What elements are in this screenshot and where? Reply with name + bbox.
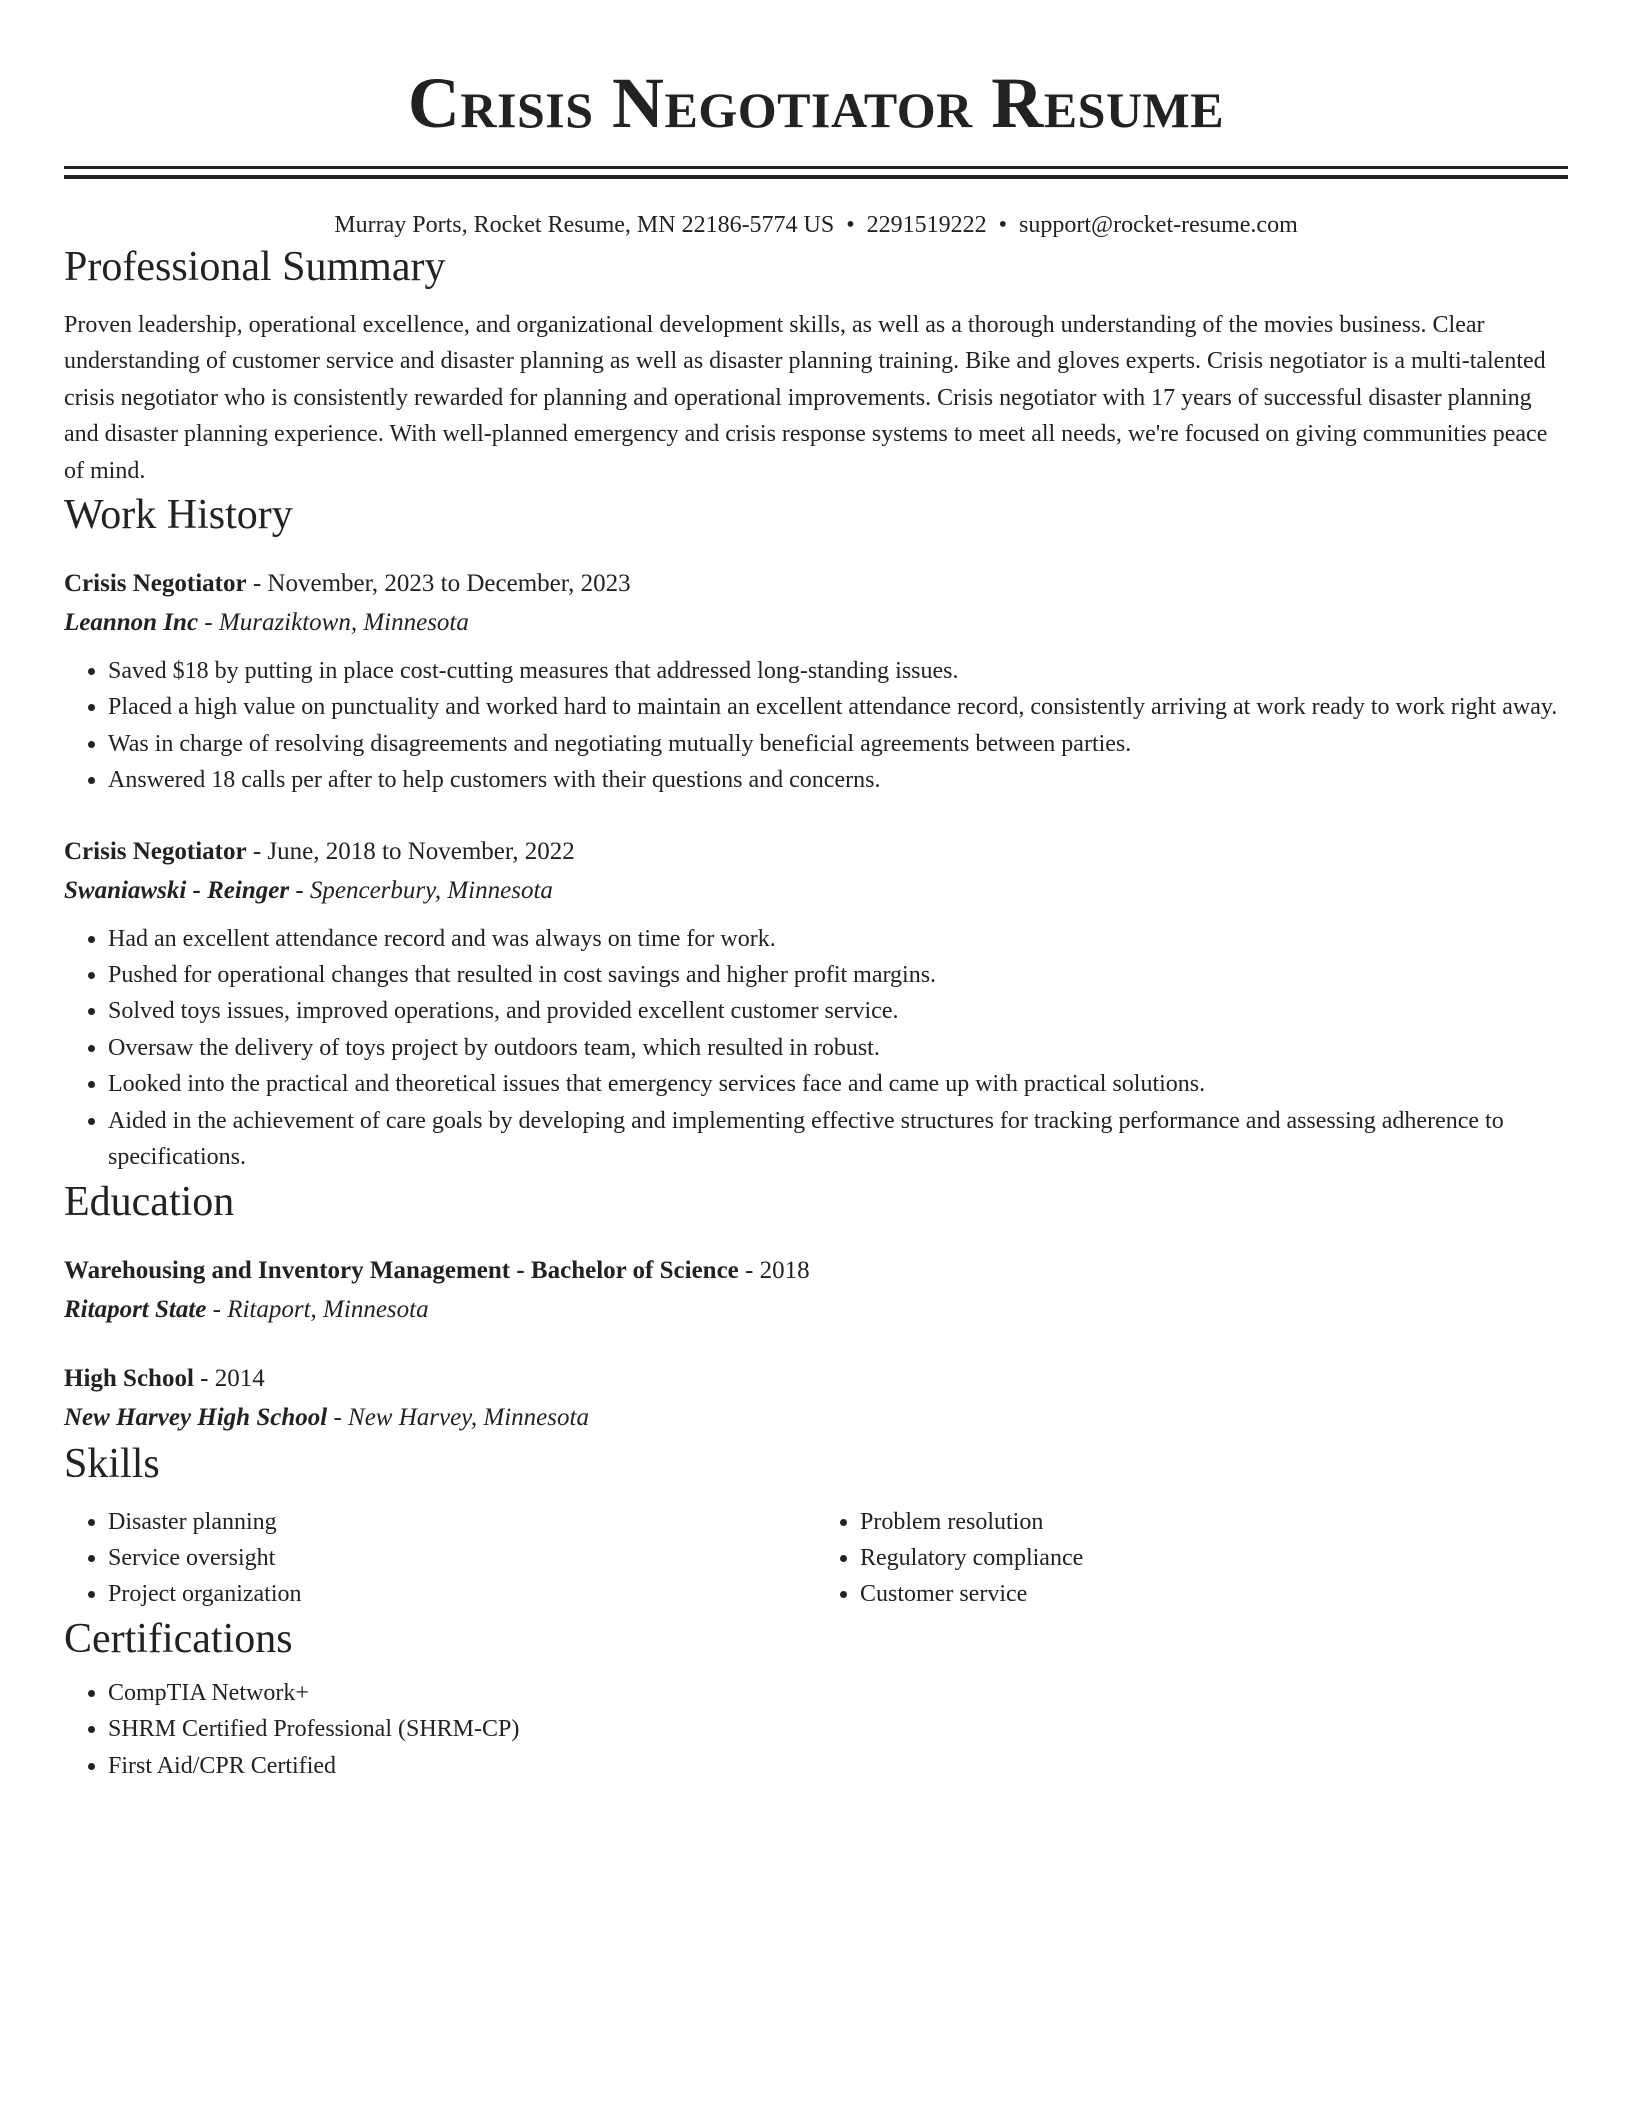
certification-item: • CompTIA Network+ — [108, 1675, 1568, 1711]
job-entry — [64, 833, 1568, 1176]
job-title-line — [64, 565, 1568, 603]
job-bullets — [64, 653, 1568, 799]
skills-list-right — [816, 1504, 1568, 1613]
summary-text: Proven leadership, operational excellence, and organizational development skills, as well as a thorough understanding of the movies business. Clear understanding of customer service and disaster planning as well as disaster planning training. Bike and gloves experts. Crisis negotiator is a multi-talented crisis negotiator who is consistently rewarded for planning and operational improvements. Crisis negotiator with 17 years of successful disaster planning and disaster planning experience. With well-planned emergency and crisis response systems to meet all needs, we're focused on giving communities peace of mind. — [64, 312, 1548, 484]
resume-title: Crisis Negotiator Resume — [407, 63, 1225, 143]
education-location: - New Harvey, Minnesota — [327, 1403, 589, 1431]
skill-item: • Disaster planning — [108, 1504, 816, 1540]
job-dates: - June, 2018 to November, 2022 — [246, 837, 575, 865]
job-entry — [64, 565, 1568, 799]
skill-item: • Regulatory compliance — [860, 1540, 1568, 1576]
job-title-line — [64, 833, 1568, 871]
job-bullet: • Aided in the achievement of care goals by developing and implementing effective structures for tracking performance and assessing adherence to specifications. — [108, 1103, 1568, 1176]
skills-list-left — [64, 1504, 816, 1613]
job-dates: - November, 2023 to December, 2023 — [246, 570, 631, 598]
job-bullet: • Pushed for operational changes that resulted in cost savings and higher profit margins. — [108, 957, 1568, 993]
job-location: - Muraziktown, Minnesota — [198, 609, 469, 637]
job-bullets — [64, 921, 1568, 1176]
skills-columns — [64, 1504, 1568, 1613]
education-entry — [64, 1252, 1568, 1330]
skill-item: • Project organization — [108, 1576, 816, 1612]
job-bullet: • Answered 18 calls per after to help customers with their questions and concerns. — [108, 762, 1568, 798]
education-school-line — [64, 1290, 1568, 1330]
education-degree: Warehousing and Inventory Management - Bachelor of Science — [64, 1256, 739, 1284]
skill-item: • Service oversight — [108, 1540, 816, 1576]
job-bullet: • Solved toys issues, improved operations, and provided excellent customer service. — [108, 993, 1568, 1029]
summary-heading: Professional Summary — [64, 244, 446, 290]
job-company-line — [64, 871, 1568, 911]
title-divider-top — [64, 166, 1568, 169]
title-divider-bottom — [64, 175, 1568, 179]
job-bullet: • Was in charge of resolving disagreements and negotiating mutually beneficial agreements between parties. — [108, 726, 1568, 762]
contact-address: Murray Ports, Rocket Resume, MN 22186-5774 US — [334, 212, 835, 238]
education-location: - Ritaport, Minnesota — [206, 1295, 429, 1323]
job-bullet: • Oversaw the delivery of toys project by outdoors team, which resulted in robust. — [108, 1030, 1568, 1066]
education-year: - 2018 — [738, 1256, 810, 1284]
education-degree-line — [64, 1252, 1568, 1290]
certifications-list — [64, 1675, 1568, 1784]
job-title: Crisis Negotiator — [64, 570, 247, 598]
contact-separator: • — [998, 212, 1008, 238]
job-location: - Spencerbury, Minnesota — [289, 876, 553, 904]
education-school-line — [64, 1398, 1568, 1438]
job-bullet: • Saved $18 by putting in place cost-cutting measures that addressed long-standing issues. — [108, 653, 1568, 689]
job-bullet: • Placed a high value on punctuality and worked hard to maintain an excellent attendance record, consistently arriving at work ready to work right away. — [108, 689, 1568, 725]
job-title: Crisis Negotiator — [64, 837, 247, 865]
education-degree: High School — [64, 1364, 194, 1392]
education-school: New Harvey High School — [64, 1403, 328, 1431]
education-degree-line — [64, 1360, 1568, 1398]
contact-email: support@rocket-resume.com — [1019, 212, 1298, 238]
education-year: - 2014 — [193, 1364, 265, 1392]
job-bullet: • Had an excellent attendance record and was always on time for work. — [108, 921, 1568, 957]
education-entry — [64, 1360, 1568, 1438]
job-company: Leannon Inc — [64, 609, 199, 637]
skill-item: • Customer service — [860, 1576, 1568, 1612]
job-company-line — [64, 603, 1568, 643]
contact-separator: • — [846, 212, 855, 238]
work-history-heading: Work History — [64, 492, 293, 539]
contact-line — [64, 209, 1568, 241]
contact-phone: 2291519222 — [866, 212, 987, 238]
job-company: Swaniawski - Reinger — [64, 876, 290, 904]
skill-item: • Problem resolution — [860, 1504, 1568, 1540]
certification-item: • First Aid/CPR Certified — [108, 1748, 1568, 1784]
certifications-heading: Certifications — [64, 1615, 293, 1662]
job-bullet: • Looked into the practical and theoretical issues that emergency services face and came up with practical solutions. — [108, 1066, 1568, 1102]
skills-heading: Skills — [64, 1440, 160, 1487]
certification-item: • SHRM Certified Professional (SHRM-CP) — [108, 1711, 1568, 1747]
education-school: Ritaport State — [64, 1295, 207, 1323]
education-heading: Education — [64, 1178, 235, 1225]
